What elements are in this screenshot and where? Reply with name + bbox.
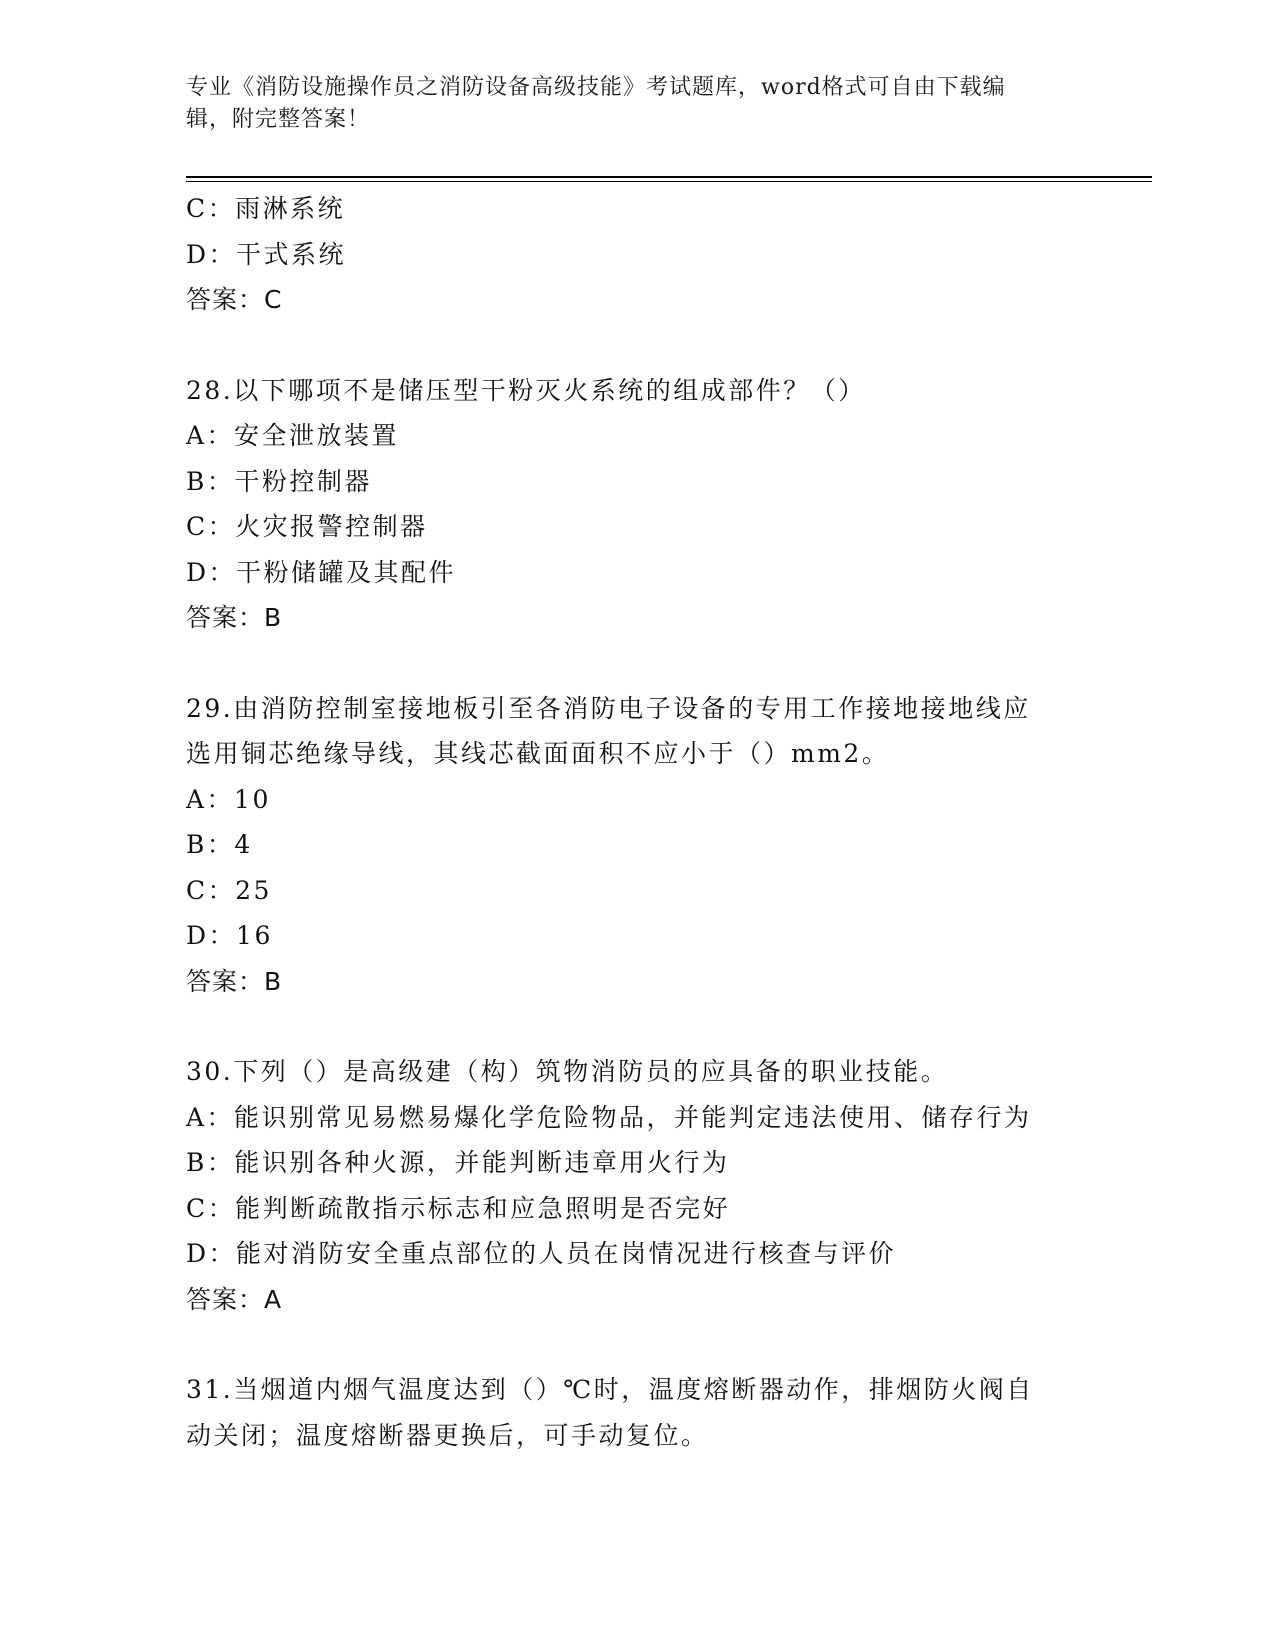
header-rule-thin bbox=[186, 181, 1152, 182]
option-b: B：4 bbox=[186, 830, 253, 859]
option-a: A：能识别常见易燃易爆化学危险物品，并能判定违法使用、储存行为 bbox=[186, 1102, 1032, 1132]
option-d: D：能对消防安全重点部位的人员在岗情况进行核查与评价 bbox=[186, 1239, 897, 1268]
option-d: D：干粉储罐及其配件 bbox=[186, 557, 457, 587]
header-rule-thick bbox=[186, 176, 1152, 178]
question-text: 29.由消防控制室接地板引至各消防电子设备的专用工作接地接地线应 bbox=[186, 693, 1031, 723]
question-29 bbox=[186, 686, 1086, 1005]
answer-line: 答案：A bbox=[186, 1284, 283, 1314]
question-text-continued: 选用铜芯绝缘导线，其线芯截面面积不应小于（）mm2。 bbox=[186, 739, 890, 768]
answer-line: 答案：B bbox=[186, 966, 283, 996]
question-text: 28.以下哪项不是储压型干粉灭火系统的组成部件？（） bbox=[186, 375, 866, 405]
question-31 bbox=[186, 1367, 1086, 1458]
header-line-2: 辑，附完整答案！ bbox=[186, 107, 371, 132]
option-b: B：干粉控制器 bbox=[186, 466, 372, 496]
option-c: C：25 bbox=[186, 875, 272, 905]
question-text-continued: 动关闭；温度熔断器更换后，可手动复位。 bbox=[186, 1420, 709, 1450]
option-a: A：安全泄放装置 bbox=[186, 421, 400, 450]
question-text: 30.下列（）是高级建（构）筑物消防员的应具备的职业技能。 bbox=[186, 1057, 949, 1086]
answer-line: 答案：C bbox=[186, 285, 283, 314]
previous-question-tail bbox=[186, 186, 1086, 323]
option-d: D：干式系统 bbox=[186, 239, 347, 269]
document-header bbox=[186, 72, 1066, 136]
header-line-1: 专业《消防设施操作员之消防设备高级技能》考试题库，word格式可自由下载编 bbox=[186, 75, 1006, 100]
question-30 bbox=[186, 1049, 1086, 1322]
answer-line: 答案：B bbox=[186, 603, 283, 632]
option-c: C：火灾报警控制器 bbox=[186, 512, 428, 541]
option-b: B：能识别各种火源，并能判断违章用火行为 bbox=[186, 1148, 730, 1177]
option-a: A：10 bbox=[186, 784, 271, 814]
option-c: C：雨淋系统 bbox=[186, 194, 346, 223]
question-text: 31.当烟道内烟气温度达到（）℃时，温度熔断器动作，排烟防火阀自 bbox=[186, 1375, 1034, 1404]
question-28 bbox=[186, 368, 1086, 641]
question-list bbox=[186, 186, 1086, 1458]
option-c: C：能判断疏散指示标志和应急照明是否完好 bbox=[186, 1193, 731, 1223]
option-d: D：16 bbox=[186, 921, 273, 950]
